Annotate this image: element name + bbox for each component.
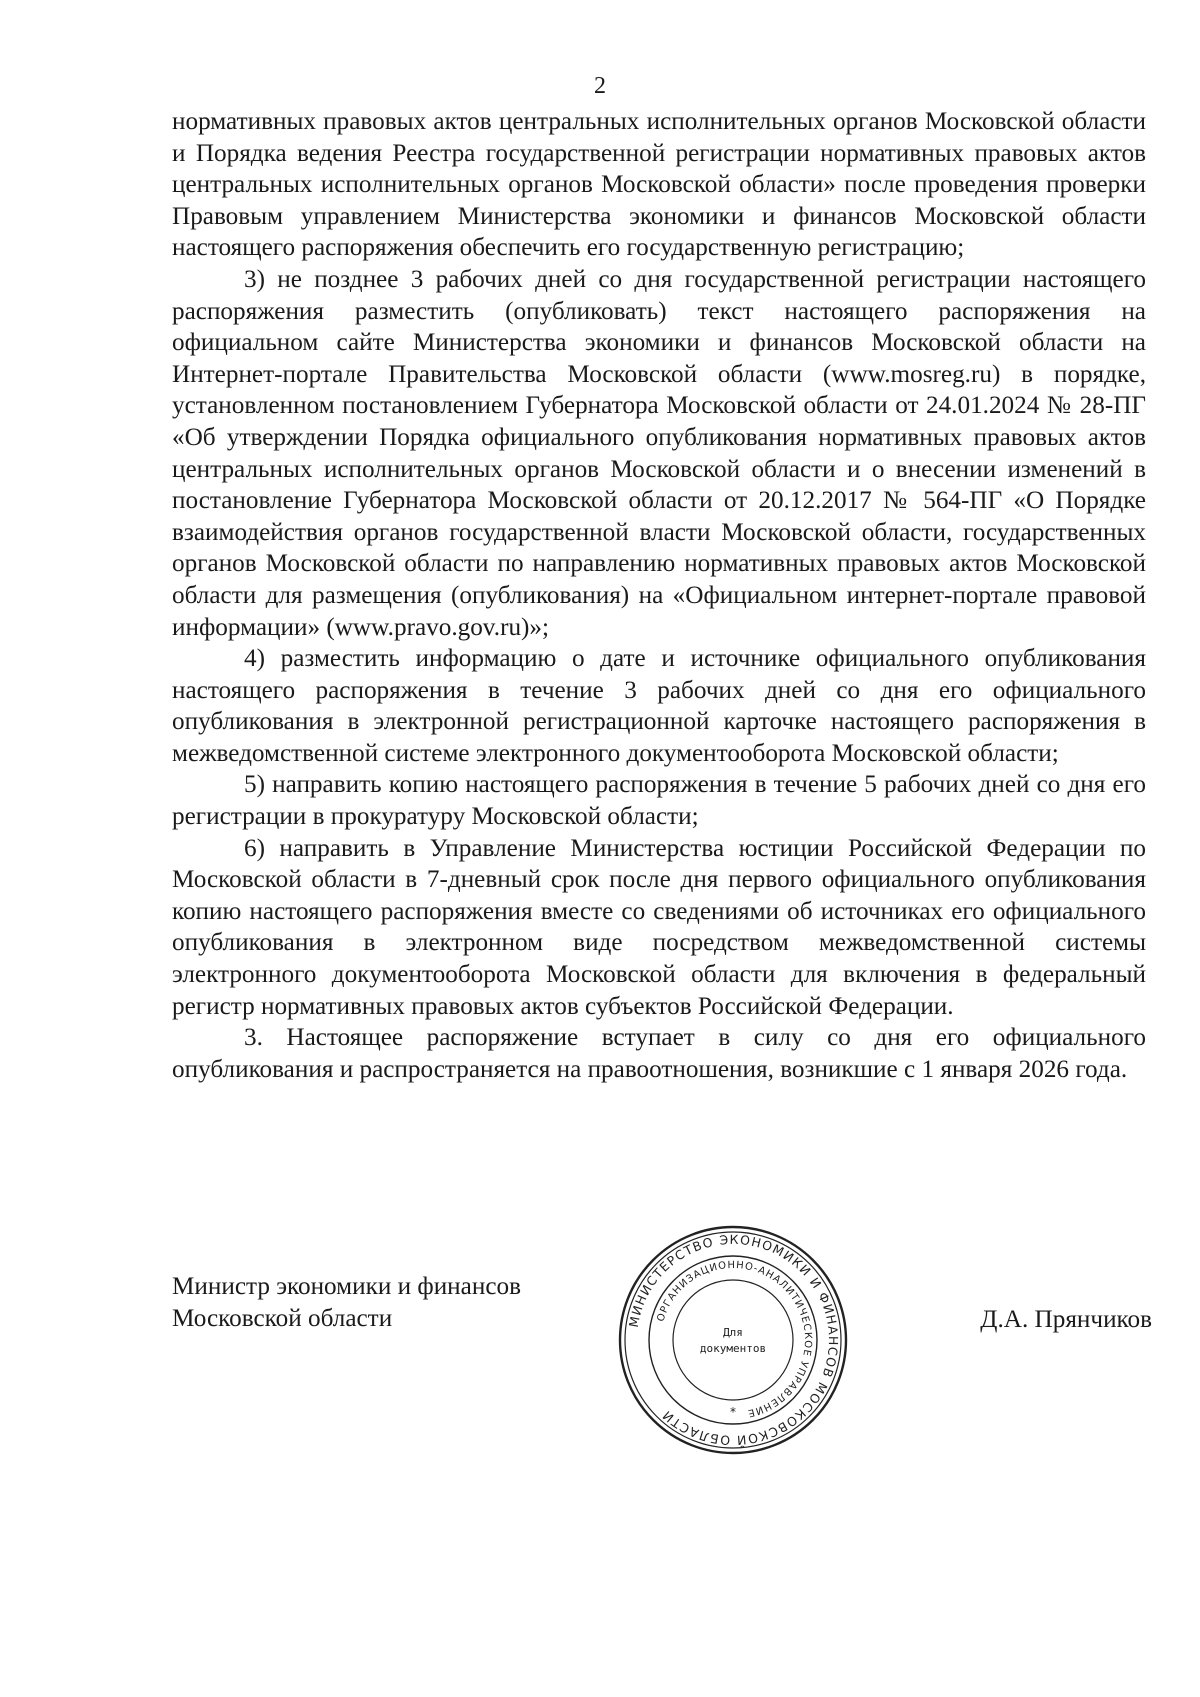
paragraph-continuation: нормативных правовых актов центральных исполнительных органов Московской области и Порядка ведения Реестра государственной регистрации нормативных правовых актов центральных исполнительных органов Московской области» после проведения проверки Правовым управлением Министерства экономики и финансов Московской области настоящего распоряжения обеспечить его государственную регистрацию; bbox=[172, 108, 1146, 262]
paragraph-item-6: 6) направить в Управление Министерства юстиции Российской Федерации по Московской области в 7-дневный срок после дня первого официального опубликования копию настоящего распоряжения вместе со сведениями об источниках его официального опубликования в электронном виде посредством межведомственной системы электронного документооборота Московской области для включения в федеральный регистр нормативных правовых актов субъектов Российской Федерации. bbox=[172, 834, 1146, 1020]
position-line-2: Московской области bbox=[172, 1304, 393, 1332]
seal-outer-text: МИНИСТЕРСТВО ЭКОНОМИКИ И ФИНАНСОВ МОСКОВСКОЙ ОБЛАСТИ bbox=[625, 1231, 842, 1449]
signatory-position bbox=[172, 1271, 521, 1334]
seal-center-line-1: Для bbox=[723, 1326, 743, 1339]
paragraph-item-4: 4) разместить информацию о дате и источнике официального опубликования настоящего распоряжения в течение 3 рабочих дней со дня его официального опубликования в электронной регистрационной карточке настоящего распоряжения в межведомственной системе электронного документооборота Московской области; bbox=[172, 645, 1146, 767]
seal-inner-text: ОРГАНИЗАЦИОННО-АНАЛИТИЧЕСКОЕ УПРАВЛЕНИЕ bbox=[655, 1259, 814, 1419]
paragraph-clause-3: 3. Настоящее распоряжение вступает в силу со дня его официального опубликования и распространяется на правоотношения, возникшие с 1 января 2026 года. bbox=[172, 1024, 1146, 1083]
document-body bbox=[172, 106, 1146, 1085]
official-seal bbox=[617, 1224, 849, 1456]
position-line-1: Министр экономики и финансов bbox=[172, 1273, 521, 1300]
page-number: 2 bbox=[594, 73, 606, 99]
seal-center-line-2: документов bbox=[699, 1342, 767, 1355]
seal-star-icon: * bbox=[730, 1405, 736, 1419]
signatory-name: Д.А. Прянчиков bbox=[980, 1306, 1152, 1333]
seal-graphic bbox=[617, 1224, 849, 1456]
paragraph-item-3: 3) не позднее 3 рабочих дней со дня государственной регистрации настоящего распоряжения разместить (опубликовать) текст настоящего распоряжения на официальном сайте Министерства экономики и финансов Московской области на Интернет-портале Правительства Московской области (www.mosreg.ru) в порядке, установленном постановлением Губернатора Московской области от 24.01.2024 № 28-ПГ «Об утверждении Порядка официального опубликования нормативных правовых актов центральных исполнительных органов Московской области и о внесении изменений в постановление Губернатора Московской области от 20.12.2017 № 564-ПГ «О Порядке взаимодействия органов государственной власти Московской области, государственных органов Московской области по направлению нормативных правовых актов Московской области для размещения (опубликования) на «Официальном интернет-портале правовой информации» (www.pravo.gov.ru)»; bbox=[172, 265, 1146, 641]
seal-inner-ring bbox=[673, 1280, 793, 1400]
paragraph-item-5: 5) направить копию настоящего распоряжения в течение 5 рабочих дней со дня его регистрации в прокуратуру Московской области; bbox=[172, 771, 1146, 831]
seal-middle-ring bbox=[649, 1256, 817, 1424]
